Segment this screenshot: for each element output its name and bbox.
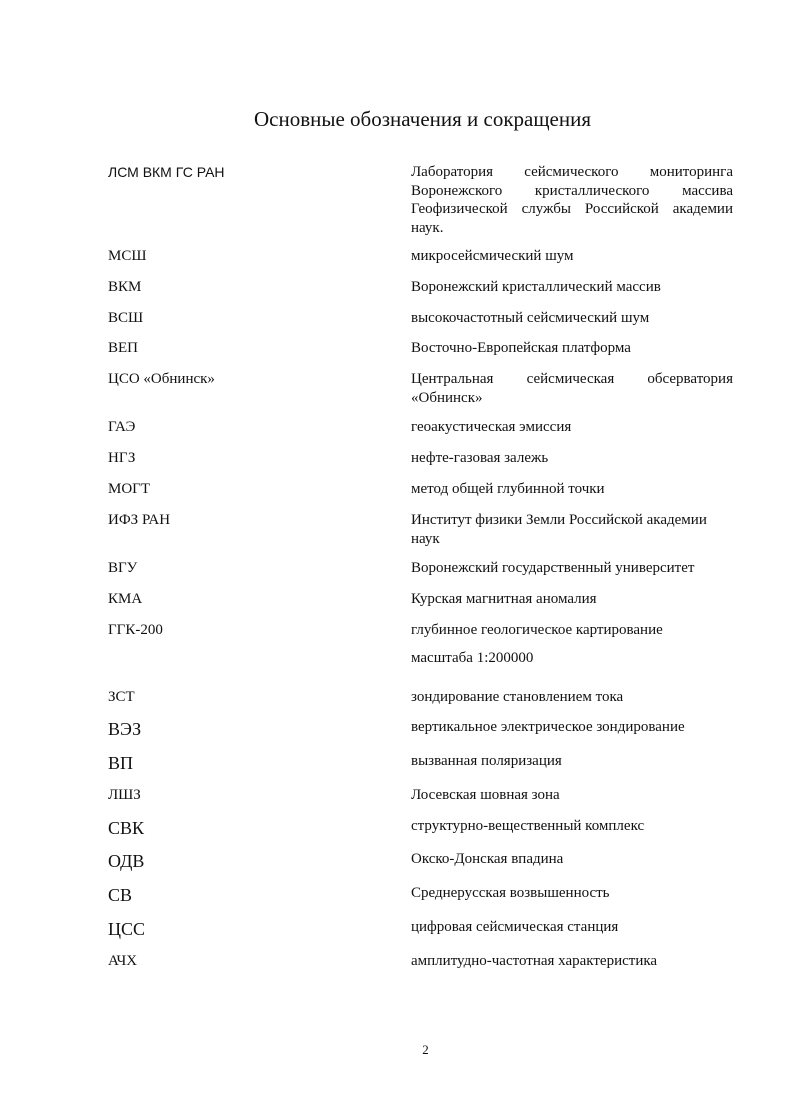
abbreviation: ВЭЗ [108, 719, 142, 739]
definition-line: наук. [411, 219, 444, 236]
abbreviation: ЛСМ ВКМ ГС РАН [108, 164, 225, 180]
abbreviation: СВК [108, 818, 145, 838]
page-title: Основные обозначения и сокращения [254, 107, 591, 131]
definition: Лосевская шовная зона [411, 787, 560, 803]
definition: микросейсмический шум [411, 248, 574, 264]
definition: Институт физики Земли Российской академии наук [411, 512, 707, 547]
abbreviation: ВКМ [108, 279, 142, 295]
abbreviation: ЦСС [108, 919, 146, 939]
definition: нефте-газовая залежь [411, 450, 549, 466]
definition: метод общей глубинной точки [411, 481, 605, 497]
definition [411, 163, 733, 237]
abbreviation: НГЗ [108, 450, 136, 466]
abbreviation: ВГУ [108, 560, 138, 576]
abbreviation: ГГК-200 [108, 622, 163, 638]
definition: Воронежский кристаллический массив [411, 279, 661, 295]
definition-line: Лаборатория сейсмического мониторинга [411, 164, 733, 180]
definition: высокочастотный сейсмический шум [411, 310, 650, 326]
definition: вызванная поляризация [411, 753, 562, 769]
page-number: 2 [422, 1042, 429, 1057]
definition: Среднерусская возвышенность [411, 885, 610, 901]
abbreviation: МОГТ [108, 481, 151, 497]
definition-line: Геофизической службы Российской академии [411, 201, 733, 217]
abbreviation: ЗСТ [108, 689, 135, 705]
abbreviation: ВП [108, 753, 134, 773]
definition-line: «Обнинск» [411, 389, 483, 406]
definition-line: Воронежского кристаллического массива [411, 182, 733, 199]
abbreviation: МСШ [108, 248, 147, 264]
definition-line: Центральная сейсмическая обсерватория [411, 371, 733, 387]
definition [411, 370, 733, 407]
abbreviation: ИФЗ РАН [108, 512, 171, 528]
abbreviation: АЧХ [108, 953, 138, 969]
definition: амплитудно-частотная характеристика [411, 953, 658, 969]
definition: Восточно-Европейская платформа [411, 340, 631, 356]
definition: глубинное геологическое картирование [411, 622, 663, 638]
definition: Окско-Донская впадина [411, 851, 564, 867]
definition: цифровая сейсмическая станция [411, 919, 619, 935]
abbreviation: ВСШ [108, 310, 144, 326]
abbreviation: КМА [108, 591, 143, 607]
definition: Курская магнитная аномалия [411, 591, 597, 607]
definition: геоакустическая эмиссия [411, 419, 572, 435]
abbreviation: ВЕП [108, 340, 138, 356]
definition: вертикальное электрическое зондирование [411, 719, 685, 735]
definition: зондирование становлением тока [411, 689, 624, 705]
abbreviation: ЛШЗ [108, 787, 141, 803]
abbreviation: ОДВ [108, 851, 145, 871]
abbreviation: ЦСО «Обнинск» [108, 371, 215, 387]
definition: структурно-вещественный комплекс [411, 818, 645, 834]
definition: Воронежский государственный университет [411, 560, 695, 576]
definition: масштаба 1:200000 [411, 650, 534, 666]
abbreviation: СВ [108, 885, 133, 905]
abbreviation: ГАЭ [108, 419, 136, 435]
